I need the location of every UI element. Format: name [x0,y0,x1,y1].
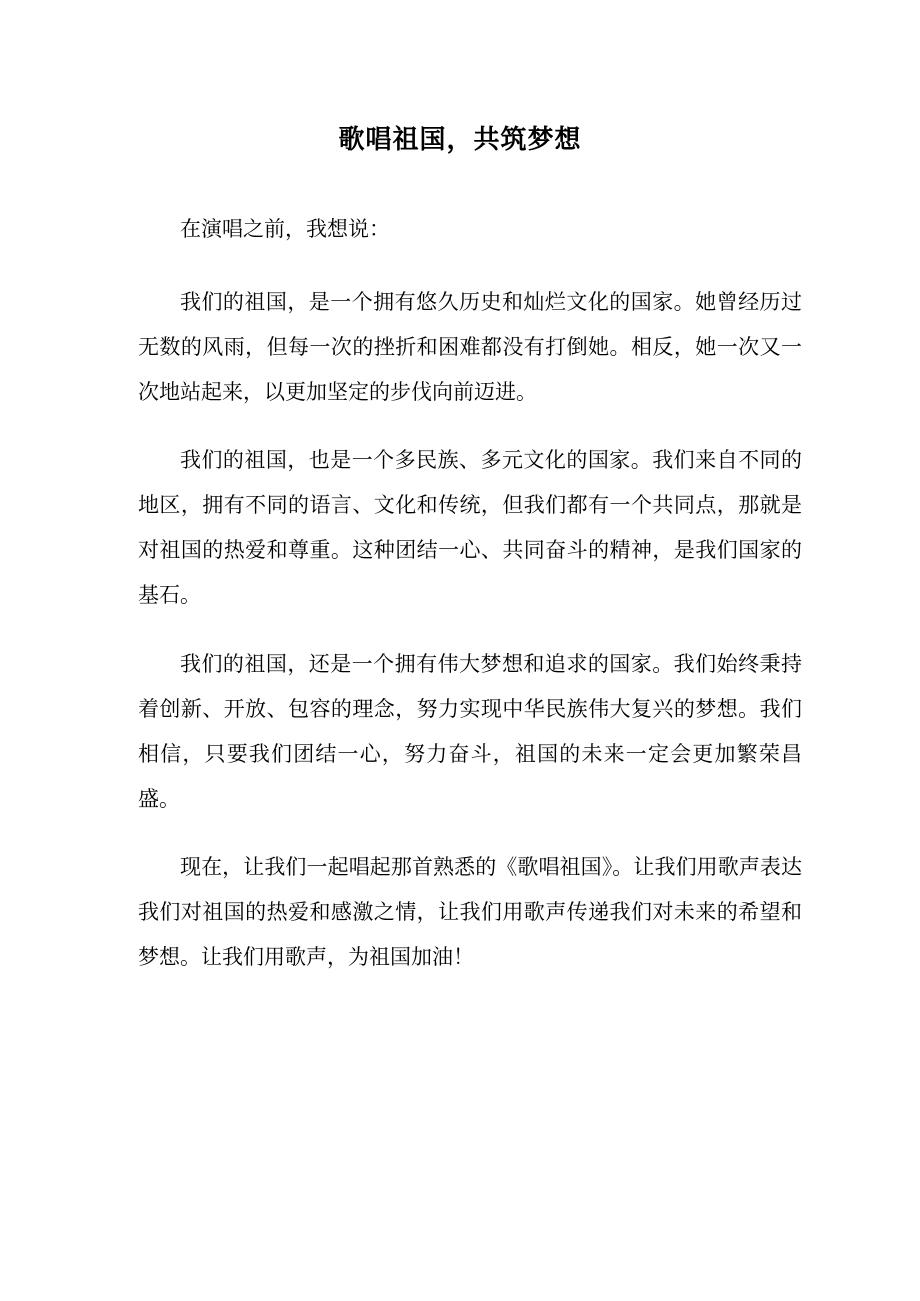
paragraph-2: 我们的祖国，也是一个多民族、多元文化的国家。我们来自不同的地区，拥有不同的语言、文化和传统，但我们都有一个共同点，那就是对祖国的热爱和尊重。这种团结一心、共同奋斗的精神，是我们国家的基石。 [138,448,802,607]
page-title: 歌唱祖国，共筑梦想 [338,125,582,155]
paragraph-3: 我们的祖国，还是一个拥有伟大梦想和追求的国家。我们始终秉持着创新、开放、包容的理念，努力实现中华民族伟大复兴的梦想。我们相信，只要我们团结一心，努力奋斗，祖国的未来一定会更加繁荣昌盛。 [138,652,802,811]
paragraph-1: 我们的祖国，是一个拥有悠久历史和灿烂文化的国家。她曾经历过无数的风雨，但每一次的挫折和困难都没有打倒她。相反，她一次又一次地站起来，以更加坚定的步伐向前迈进。 [138,290,802,404]
intro-line: 在演唱之前，我想说： [180,217,390,241]
paragraph-4: 现在，让我们一起唱起那首熟悉的《歌唱祖国》。让我们用歌声表达我们对祖国的热爱和感激之情，让我们用歌声传递我们对未来的希望和梦想。让我们用歌声，为祖国加油！ [138,855,802,969]
